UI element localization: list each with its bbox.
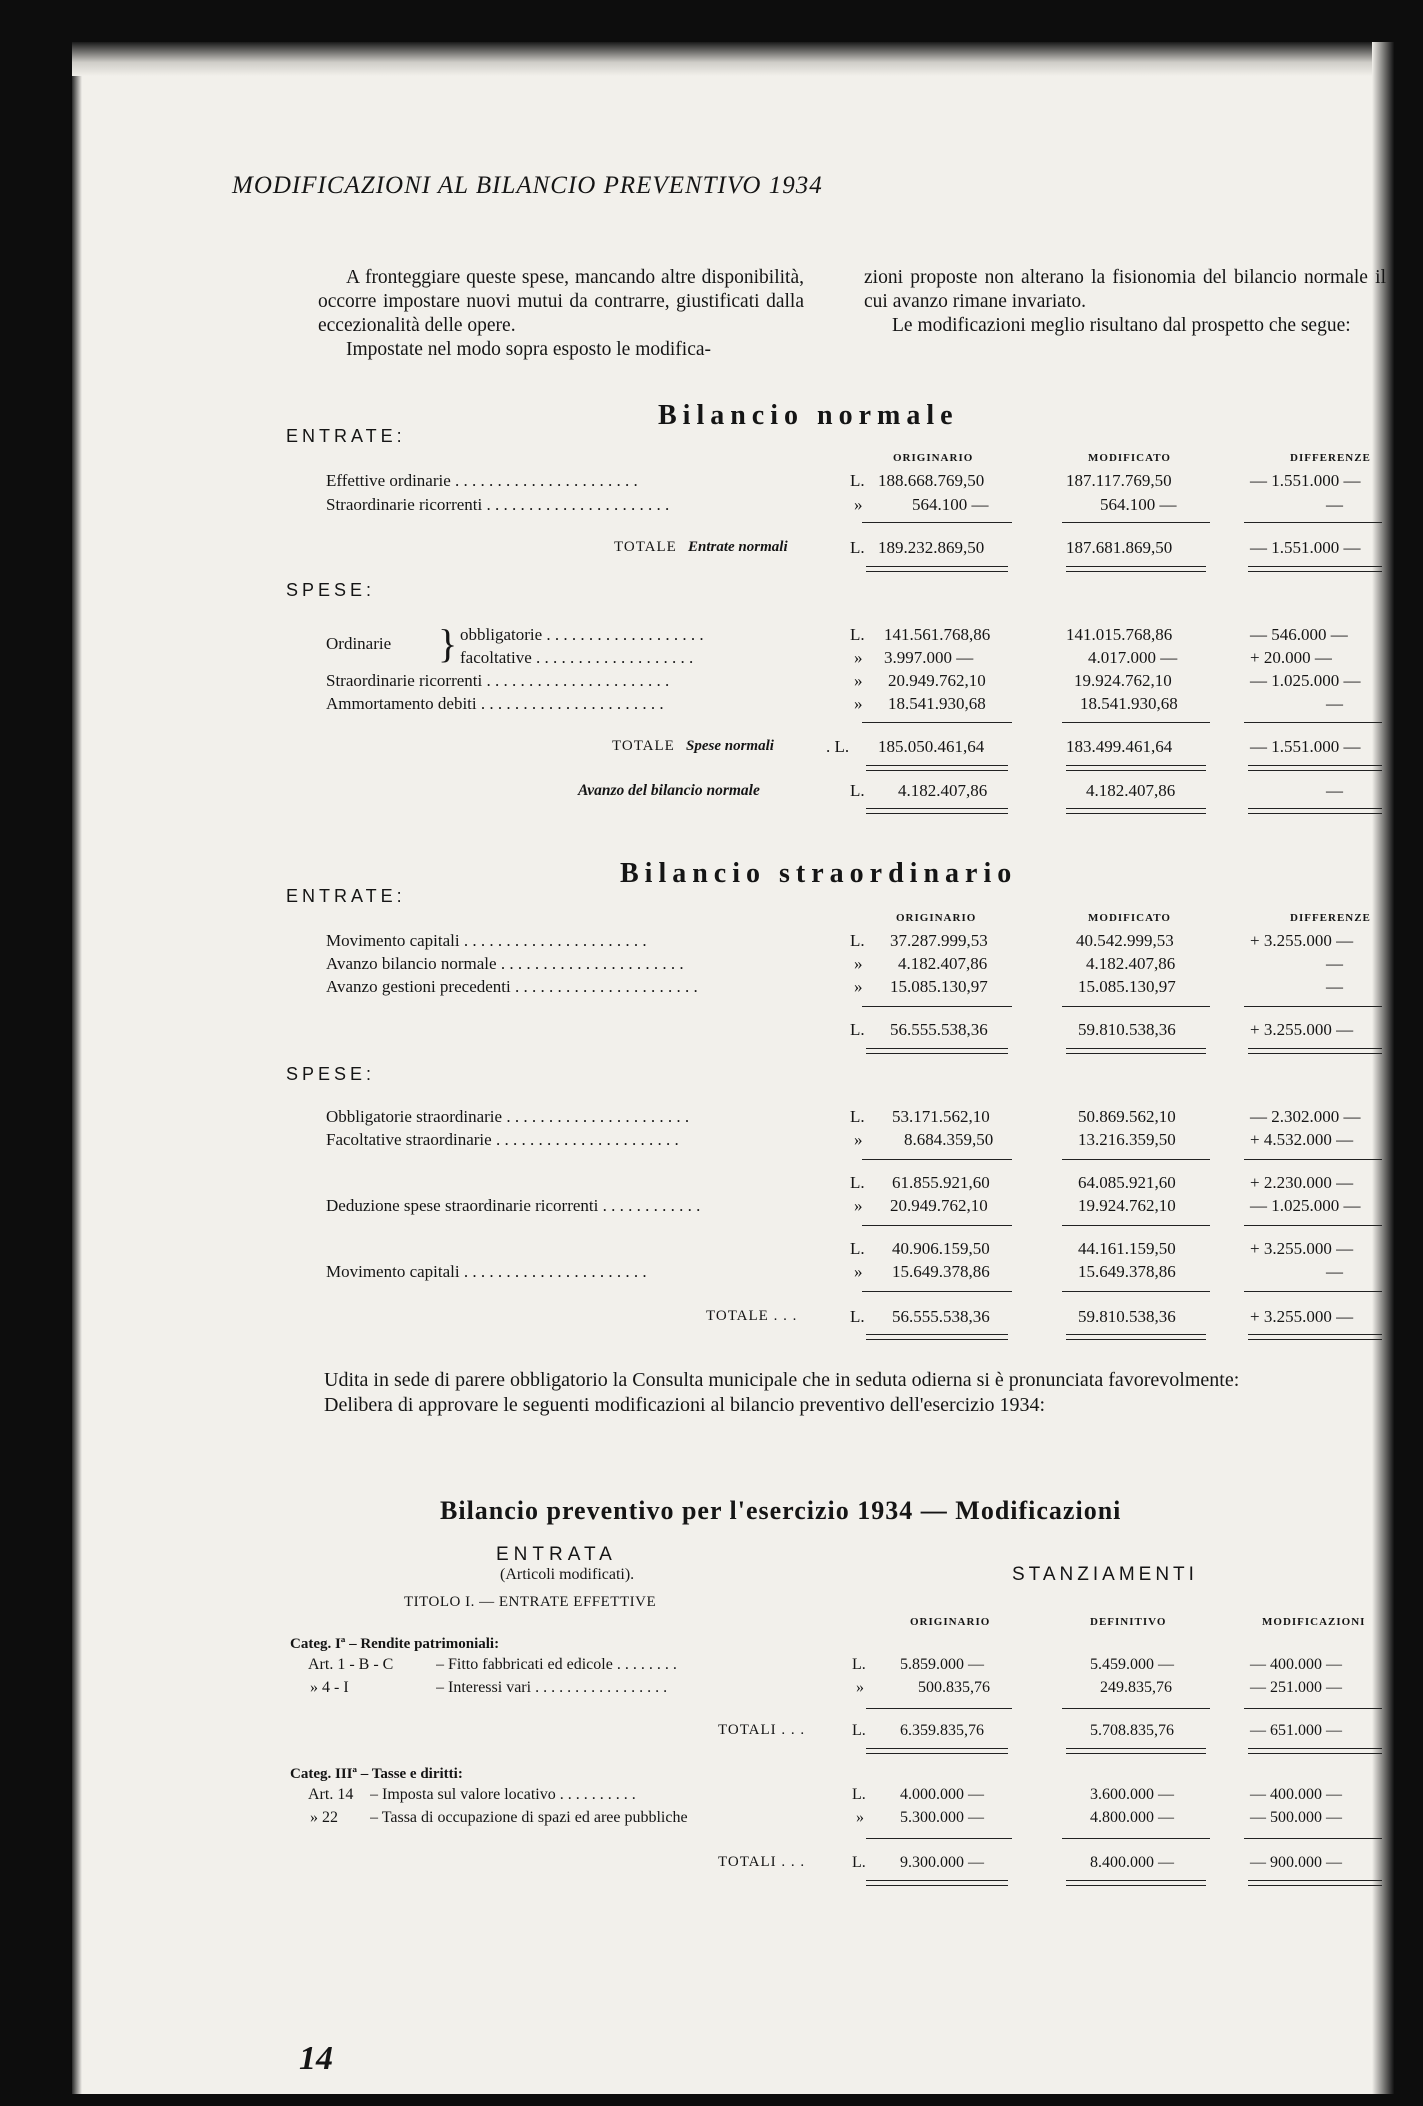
sum-rule [1244,722,1382,723]
row-currency: » [854,1262,863,1281]
double-rule [1248,566,1382,572]
totali-label: TOTALI . . . [718,1854,806,1870]
row-definitivo: 4.800.000 — [1090,1809,1174,1826]
modificazioni-title: Bilancio preventivo per l'esercizio 1934 — Modificazioni [440,1496,1122,1525]
double-rule [866,1048,1008,1054]
row-differenza: — [1326,495,1343,514]
table-row: Movimento capitali . . . . . . . . . . . . . . . . . . . . . . L. 37.287.999,53 40.542.999,53 + 3.255.000 — [326,931,1354,950]
col-header-originario: ORIGINARIO [893,452,974,464]
sum-rule [1062,522,1210,523]
totale-label: TOTALE [612,738,675,754]
double-rule [1066,1048,1206,1054]
sum-rule [862,1159,1012,1160]
double-rule [1066,1748,1206,1754]
row-originario: 500.835,76 [918,1679,990,1696]
double-rule [866,1748,1008,1754]
row-originario: 61.855.921,60 [892,1173,990,1192]
table-row: Effettive ordinarie . . . . . . . . . . . . . . . . . . . . . . L. 188.668.769,50 187.117.769,50 — 1.551.000 — [326,471,1361,490]
row-originario: 4.182.407,86 [898,781,988,800]
row-currency: » [854,671,863,690]
double-rule [866,566,1008,572]
col-header-modificato: MODIFICATO [1088,452,1171,464]
totale-label-italic: Spese normali [686,738,774,754]
row-currency: L. [852,1722,866,1739]
row-label: Movimento capitali [326,1262,460,1281]
row-differenza: — 1.551.000 — [1250,471,1361,490]
row-currency: » [854,648,863,667]
row-originario: 5.859.000 — [900,1656,984,1673]
row-modificato: 564.100 — [1100,495,1177,514]
row-originario: 20.949.762,10 [890,1196,988,1215]
row-modificazione: — 400.000 — [1250,1786,1342,1803]
row-currency: L. [850,625,865,644]
row-originario: 188.668.769,50 [878,471,985,490]
table-row: Obbligatorie straordinarie . . . . . . . . . . . . . . . . . . . . . . L. 53.171.562,10 50.869.562,10 — 2.302.000 — [326,1107,1361,1126]
col-header-differenze: DIFFERENZE [1290,452,1371,464]
row-originario: 9.300.000 — [900,1854,984,1871]
row-modificato: 19.924.762,10 [1078,1196,1176,1215]
sum-rule [1062,722,1210,723]
row-label: Facoltative straordinarie [326,1130,492,1149]
intro-right-column [864,266,1386,338]
row-modificato: 4.182.407,86 [1086,781,1176,800]
row-modificato: 15.649.378,86 [1078,1262,1176,1281]
row-modificato: 50.869.562,10 [1078,1107,1176,1126]
bilancio-normale-title: Bilancio normale [658,400,959,431]
row-label: Avanzo gestioni precedenti [326,977,511,996]
row-modificato: 4.182.407,86 [1086,954,1176,973]
row-originario: 4.182.407,86 [898,954,988,973]
sum-rule [1244,1291,1382,1292]
row-originario: 53.171.562,10 [892,1107,990,1126]
row-definitivo: 3.600.000 — [1090,1786,1174,1803]
col-header-modificazioni: MODIFICAZIONI [1262,1616,1366,1628]
row-differenza: + 2.230.000 — [1250,1173,1354,1192]
row-modificazione: — 251.000 — [1250,1679,1342,1696]
row-differenza: — 1.551.000 — [1250,538,1361,557]
row-modificazione: — 900.000 — [1250,1854,1342,1871]
totale-row [0,1306,1423,1327]
double-rule [1248,808,1382,814]
row-modificato: 59.810.538,36 [1078,1307,1176,1326]
double-rule [1248,1334,1382,1340]
totale-entrate-row [0,537,1423,558]
sum-rule [1062,1708,1210,1709]
row-definitivo: 249.835,76 [1100,1679,1172,1696]
sum-rule [862,1225,1012,1226]
double-rule [1248,765,1382,771]
row-label: – Imposta sul valore locativo [370,1786,556,1803]
row-modificato: 18.541.930,68 [1080,694,1178,713]
col-header-differenze: DIFFERENZE [1290,912,1371,924]
entrate-total-row [0,1019,1423,1040]
sum-rule [1062,1006,1210,1007]
sum-rule [1244,522,1382,523]
row-label: Effettive ordinarie [326,471,451,490]
page-shadow-top [72,42,1394,76]
entrate-label: ENTRATE: [286,886,406,906]
row-modificato: 4.017.000 — [1088,648,1178,667]
intro-paragraph: A fronteggiare queste spese, mancando altre disponibilità, occorre impostare nuovi mutui da contrarre, giustificati dalla eccezionalità delle opere. [318,267,804,336]
table-row: Avanzo gestioni precedenti . . . . . . . . . . . . . . . . . . . . . . » 15.085.130,97 15.085.130,97 — [326,977,1343,996]
totale-label: TOTALE [614,539,677,555]
table-row: facoltative . . . . . . . . . . . . . . . . . . . » 3.997.000 — 4.017.000 — + 20.000 — [460,648,1332,667]
row-originario: 37.287.999,53 [890,931,988,950]
double-rule [1248,1880,1382,1886]
row-currency: L. [850,471,865,490]
table-row: Facoltative straordinarie . . . . . . . . . . . . . . . . . . . . . . » 8.684.359,50 13.216.359,50 + 4.532.000 — [326,1130,1354,1149]
subtotal-row [0,1238,1423,1259]
table-row [0,1807,1423,1828]
avanzo-label: Avanzo del bilancio normale [578,782,760,799]
row-differenza: + 4.532.000 — [1250,1130,1354,1149]
avanzo-row [0,780,1423,801]
sum-rule [862,722,1012,723]
articolo: » 4 - I [310,1679,349,1696]
row-label: Straordinarie ricorrenti [326,495,483,514]
totali-row [0,1852,1423,1873]
sum-rule [866,1708,1012,1709]
sum-rule [862,1006,1012,1007]
row-modificato: 59.810.538,36 [1078,1020,1176,1039]
row-originario: 15.085.130,97 [890,977,988,996]
row-differenza: + 3.255.000 — [1250,1239,1354,1258]
row-differenza: — 1.025.000 — [1250,1196,1361,1215]
sum-rule [1062,1225,1210,1226]
double-rule [1066,1880,1206,1886]
row-modificato: 183.499.461,64 [1066,737,1173,756]
row-modificato: 13.216.359,50 [1078,1130,1176,1149]
row-originario: 20.949.762,10 [888,671,986,690]
double-rule [1066,566,1206,572]
col-header-definitivo: DEFINITIVO [1090,1616,1167,1628]
row-currency: . L. [826,737,850,756]
table-row: Straordinarie ricorrenti . . . . . . . . . . . . . . . . . . . . . . » 564.100 — 564.100 — — [326,495,1343,514]
row-definitivo: 5.459.000 — [1090,1656,1174,1673]
brace-icon: } [438,621,458,666]
double-rule [1248,1048,1382,1054]
entrate-label: ENTRATE: [286,426,406,446]
categoria-1-label: Categ. Iª – Rendite patrimoniali: [290,1636,500,1652]
row-currency: » [854,495,863,514]
row-currency: L. [850,931,865,950]
row-modificato: 141.015.768,86 [1066,625,1173,644]
double-rule [1066,1334,1206,1340]
table-row: Art. 14 – Imposta sul valore locativo . . . . . . . . . . L. 4.000.000 — 3.600.000 — — 400.000 — [308,1786,1342,1803]
row-currency: L. [850,781,865,800]
bilancio-straordinario-title: Bilancio straordinario [620,858,1018,889]
totali-row [0,1720,1423,1741]
row-modificato: 187.117.769,50 [1066,471,1172,490]
categoria-3-label: Categ. IIIª – Tasse e diritti: [290,1766,463,1782]
col-header-modificato: MODIFICATO [1088,912,1171,924]
sum-rule [862,522,1012,523]
double-rule [866,808,1008,814]
row-modificazione: — 400.000 — [1250,1656,1342,1673]
page-header: MODIFICAZIONI AL BILANCIO PREVENTIVO 1934 [232,172,823,199]
stanziamenti-label: STANZIAMENTI [1012,1564,1198,1585]
subtotal-row [0,1172,1423,1193]
double-rule [866,1880,1008,1886]
row-currency: L. [850,1020,865,1039]
row-label: – Tassa di occupazione di spazi ed aree pubbliche [370,1809,688,1826]
articolo: Art. 1 - B - C [308,1656,394,1673]
row-label: Deduzione spese straordinarie ricorrenti [326,1196,599,1215]
table-row: Art. 1 - B - C – Fitto fabbricati ed edicole . . . . . . . . L. 5.859.000 — 5.459.000 — — 400.000 — [308,1656,1342,1673]
sum-rule [1244,1838,1382,1839]
row-differenza: — [1326,781,1343,800]
movimento-row: Movimento capitali . . . . . . . . . . . . . . . . . . . . . . » 15.649.378,86 15.649.378,86 — [326,1262,1343,1281]
row-currency: L. [850,538,865,557]
row-differenza: + 3.255.000 — [1250,1020,1354,1039]
sum-rule [1244,1006,1382,1007]
row-currency: L. [850,1173,865,1192]
deduzione-row: Deduzione spese straordinarie ricorrenti . . . . . . . . . . . . » 20.949.762,10 19.924.762,10 — 1.025.000 — [326,1196,1361,1215]
row-originario: 8.684.359,50 [904,1130,994,1149]
ordinarie-label: Ordinarie [326,634,392,653]
row-modificato: 15.085.130,97 [1078,977,1176,996]
table-row: » 4 - I – Interessi vari . . . . . . . . . . . . . . . . . » 500.835,76 249.835,76 — 251.000 — [310,1679,1342,1696]
double-rule [1066,765,1206,771]
deliberation-p1: Udita in sede di parere obbligatorio la Consulta municipale che in seduta odierna si è pronunciata favorevolmente: [324,1369,1240,1391]
intro-paragraph: zioni proposte non alterano la fisionomia del bilancio normale il cui avanzo rimane invariato. [864,267,1386,312]
row-currency: » [856,1809,864,1826]
row-differenza: — [1326,977,1343,996]
row-originario: 40.906.159,50 [892,1239,990,1258]
totale-label: TOTALE . . . [706,1308,798,1324]
row-modificazione: — 651.000 — [1250,1722,1342,1739]
row-differenza: — [1326,1262,1343,1281]
sum-rule [1062,1291,1210,1292]
row-label: – Fitto fabbricati ed edicole [436,1656,613,1673]
row-label: obbligatorie [460,625,543,644]
sum-rule [866,1838,1012,1839]
row-differenza: — 546.000 — [1250,625,1348,644]
deliberation-text [324,1368,1384,1418]
double-rule [866,1334,1008,1340]
col-header-originario: ORIGINARIO [896,912,977,924]
sum-rule [1244,1159,1382,1160]
row-differenza: — [1326,694,1343,713]
row-differenza: + 3.255.000 — [1250,931,1354,950]
row-originario: 185.050.461,64 [878,737,985,756]
page-number: 14 [299,2040,333,2077]
row-currency: » [854,694,863,713]
row-currency: L. [852,1854,866,1871]
row-differenza: — 1.551.000 — [1250,737,1361,756]
row-differenza: — [1326,954,1343,973]
row-modificato: 44.161.159,50 [1078,1239,1176,1258]
totali-label: TOTALI . . . [718,1722,806,1738]
articolo: » 22 [310,1809,338,1826]
sum-rule [1062,1838,1210,1839]
row-currency: » [856,1679,864,1696]
col-header-originario: ORIGINARIO [910,1616,991,1628]
row-originario: 56.555.538,36 [890,1020,988,1039]
sum-rule [1244,1225,1382,1226]
articoli-label: (Articoli modificati). [500,1566,635,1583]
table-row: Ammortamento debiti . . . . . . . . . . . . . . . . . . . . . . » 18.541.930,68 18.541.930,68 — [326,694,1343,713]
row-originario: 6.359.835,76 [900,1722,984,1739]
row-modificato: 187.681.869,50 [1066,538,1173,557]
row-differenza: — 1.025.000 — [1250,671,1361,690]
row-label: – Interessi vari [436,1679,532,1696]
row-currency: L. [850,1107,865,1126]
table-row: Straordinarie ricorrenti . . . . . . . . . . . . . . . . . . . . . . » 20.949.762,10 19.924.762,10 — 1.025.000 — [326,671,1361,690]
row-currency: » [854,1130,863,1149]
spese-label: SPESE: [286,1064,376,1084]
row-definitivo: 5.708.835,76 [1090,1722,1174,1739]
deliberation-p2: Delibera di approvare le seguenti modificazioni al bilancio preventivo dell'esercizio 1934: [324,1394,1046,1416]
table-row: Avanzo bilancio normale . . . . . . . . . . . . . . . . . . . . . . » 4.182.407,86 4.182.407,86 — [326,954,1343,973]
sum-rule [1062,1159,1210,1160]
row-originario: 564.100 — [912,495,989,514]
row-modificato: 19.924.762,10 [1074,671,1172,690]
sum-rule [862,1291,1012,1292]
row-label: Avanzo bilancio normale [326,954,497,973]
row-originario: 189.232.869,50 [878,538,985,557]
row-originario: 3.997.000 — [884,648,974,667]
row-modificato: 64.085.921,60 [1078,1173,1176,1192]
intro-paragraph: Impostate nel modo sopra esposto le modifica- [346,339,711,360]
row-label: Straordinarie ricorrenti [326,671,483,690]
row-currency: L. [852,1656,866,1673]
totale-spese-row [0,736,1423,757]
row-definitivo: 8.400.000 — [1090,1854,1174,1871]
spese-label: SPESE: [286,580,376,600]
double-rule [1066,808,1206,814]
row-originario: 56.555.538,36 [892,1307,990,1326]
sum-rule [1244,1708,1382,1709]
row-originario: 18.541.930,68 [888,694,986,713]
row-currency: L. [852,1786,866,1803]
row-currency: » [854,1196,863,1215]
row-differenza: — 2.302.000 — [1250,1107,1361,1126]
intro-paragraph: Le modificazioni meglio risultano dal prospetto che segue: [892,315,1351,336]
intro-left-column [318,266,804,362]
entrata-label: ENTRATA [496,1544,617,1565]
titolo-label: TITOLO I. — ENTRATE EFFETTIVE [404,1594,657,1610]
row-label: Movimento capitali [326,931,460,950]
row-originario: 141.561.768,86 [884,625,991,644]
row-label: Ammortamento debiti [326,694,477,713]
articolo: Art. 14 [308,1786,354,1803]
row-currency: » [854,954,863,973]
row-modificazione: — 500.000 — [1250,1809,1342,1826]
row-currency: L. [850,1239,865,1258]
row-originario: 4.000.000 — [900,1786,984,1803]
row-differenza: + 20.000 — [1250,648,1332,667]
row-originario: 15.649.378,86 [892,1262,990,1281]
table-row: obbligatorie . . . . . . . . . . . . . . . . . . . L. 141.561.768,86 141.015.768,86 — 546.000 — [460,625,1348,644]
row-currency: » [854,977,863,996]
double-rule [1248,1748,1382,1754]
row-label: Obbligatorie straordinarie [326,1107,503,1126]
totale-label-italic: Entrate normali [688,539,788,555]
double-rule [866,765,1008,771]
row-modificato: 40.542.999,53 [1076,931,1174,950]
row-originario: 5.300.000 — [900,1809,984,1826]
row-label: facoltative [460,648,532,667]
row-differenza: + 3.255.000 — [1250,1307,1354,1326]
row-currency: L. [850,1307,865,1326]
